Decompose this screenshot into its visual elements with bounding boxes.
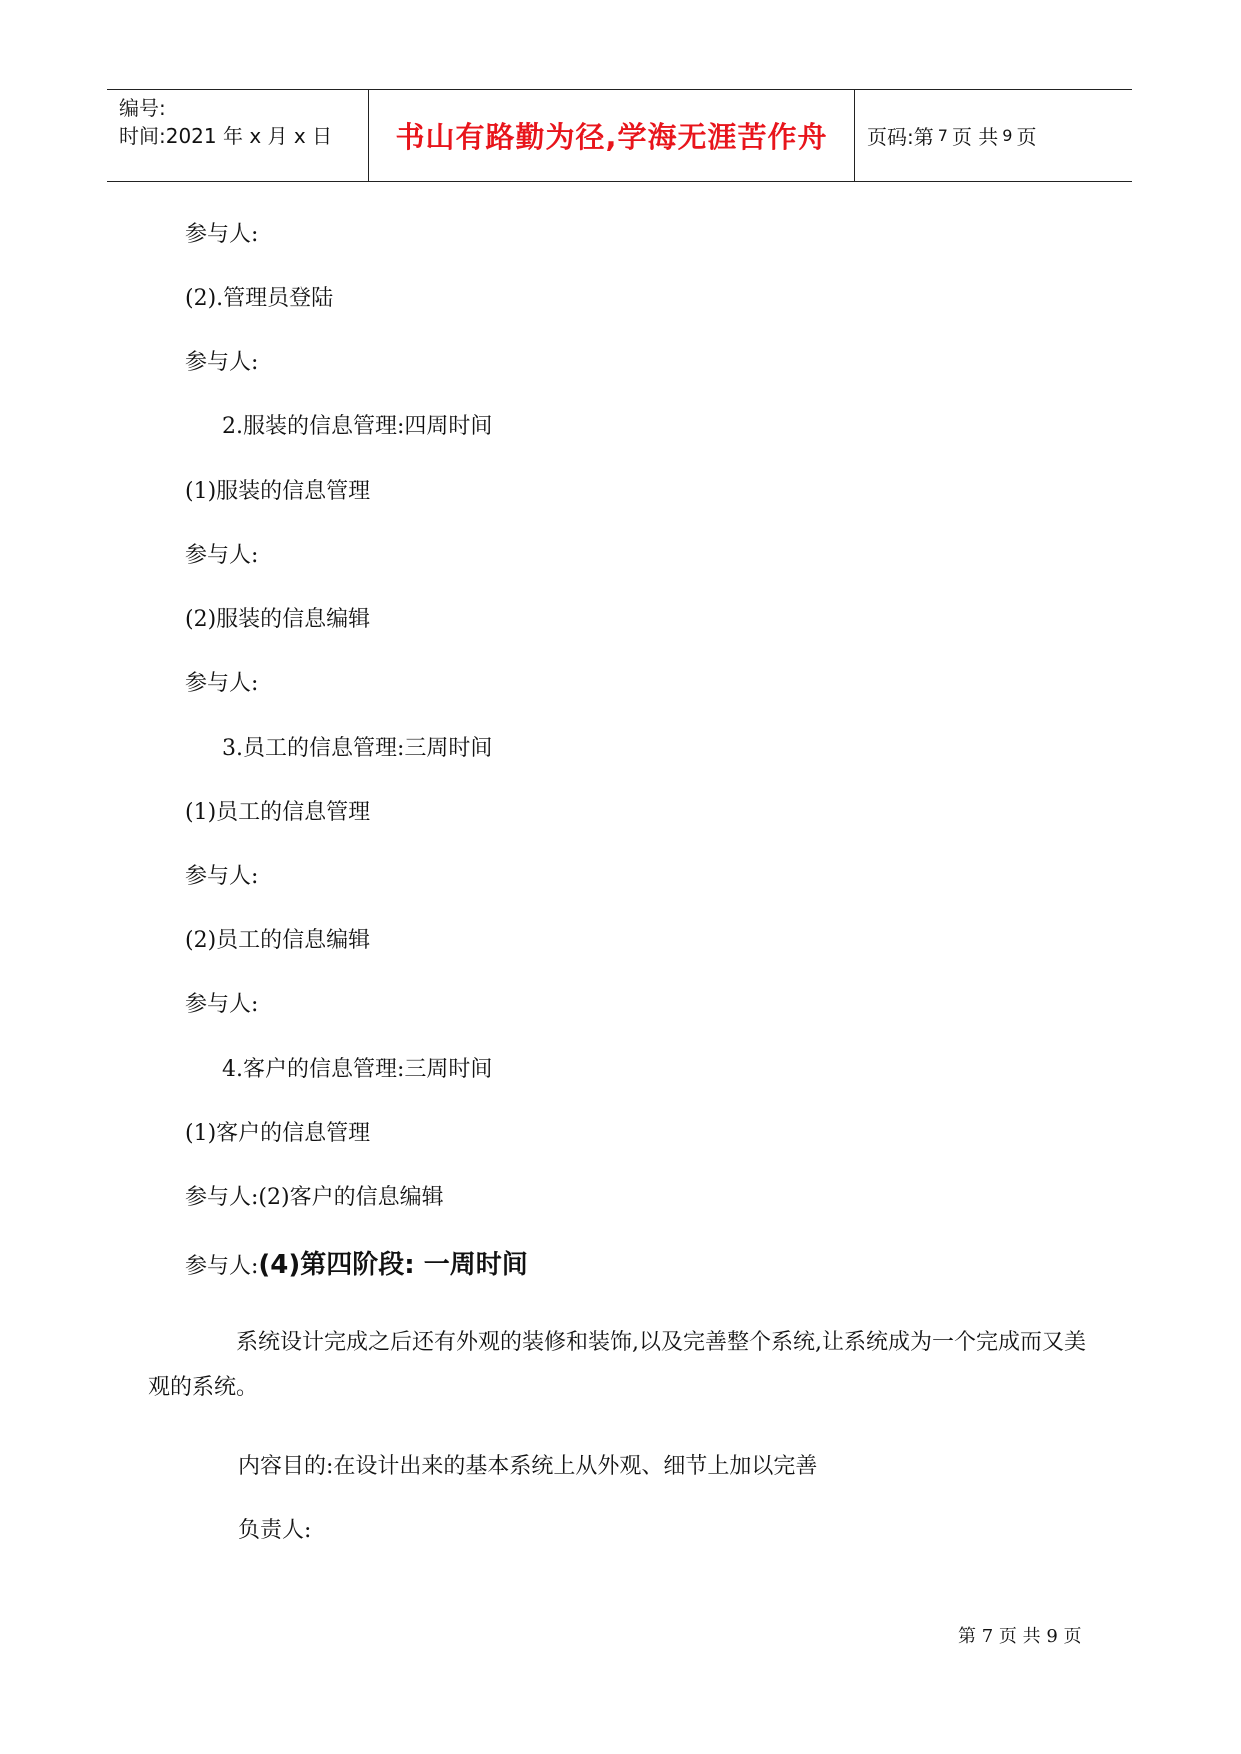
item-customer-manage: (1)客户的信息管理	[185, 1121, 371, 1146]
item-clothing-manage: (1)服装的信息管理	[185, 479, 371, 504]
section-clothing: 2.服装的信息管理:四周时间	[222, 414, 493, 439]
participant-line: 参与人:	[185, 864, 259, 889]
header-meta-cell	[107, 90, 369, 181]
stage-prefix: 参与人:	[185, 1254, 259, 1279]
page-footer: 第 7 页 共 9 页	[958, 1626, 1082, 1647]
participant-line: 参与人:	[185, 992, 259, 1017]
page-suffix: 页	[1016, 125, 1037, 149]
page-header	[107, 89, 1132, 182]
item-staff-manage: (1)员工的信息管理	[185, 800, 371, 825]
page-prefix: 页码:第	[867, 125, 934, 149]
participant-line: 参与人:	[185, 222, 259, 247]
time-label: 时间:2021 年 x 月 x 日	[119, 124, 333, 148]
code-label: 编号:	[119, 96, 166, 120]
item-staff-edit: (2)员工的信息编辑	[185, 928, 371, 953]
purpose-line: 内容目的:在设计出来的基本系统上从外观、细节上加以完善	[238, 1454, 818, 1479]
item-customer-edit: 参与人:(2)客户的信息编辑	[185, 1185, 444, 1210]
header-motto-cell	[369, 90, 855, 181]
participant-line: 参与人:	[185, 350, 259, 375]
stage-line	[185, 1250, 528, 1282]
item-clothing-edit: (2)服装的信息编辑	[185, 607, 371, 632]
header-page-cell	[855, 90, 1132, 181]
participant-line: 参与人:	[185, 543, 259, 568]
page-middle: 页 共	[951, 125, 999, 149]
page-total: 9	[1002, 126, 1013, 145]
description-paragraph: 系统设计完成之后还有外观的装修和装饰,以及完善整个系统,让系统成为一个完成而又美观的系统。	[148, 1330, 1086, 1400]
owner-line: 负责人:	[238, 1518, 312, 1543]
stage-title: (4)第四阶段: 一周时间	[258, 1250, 528, 1280]
motto-text: 书山有路勤为径,学海无涯苦作舟	[395, 120, 828, 154]
page-current: 7	[937, 126, 948, 145]
participant-line: 参与人:	[185, 671, 259, 696]
item-admin-login: (2).管理员登陆	[185, 286, 334, 311]
section-customer: 4.客户的信息管理:三周时间	[222, 1057, 493, 1082]
section-staff: 3.员工的信息管理:三周时间	[222, 736, 493, 761]
